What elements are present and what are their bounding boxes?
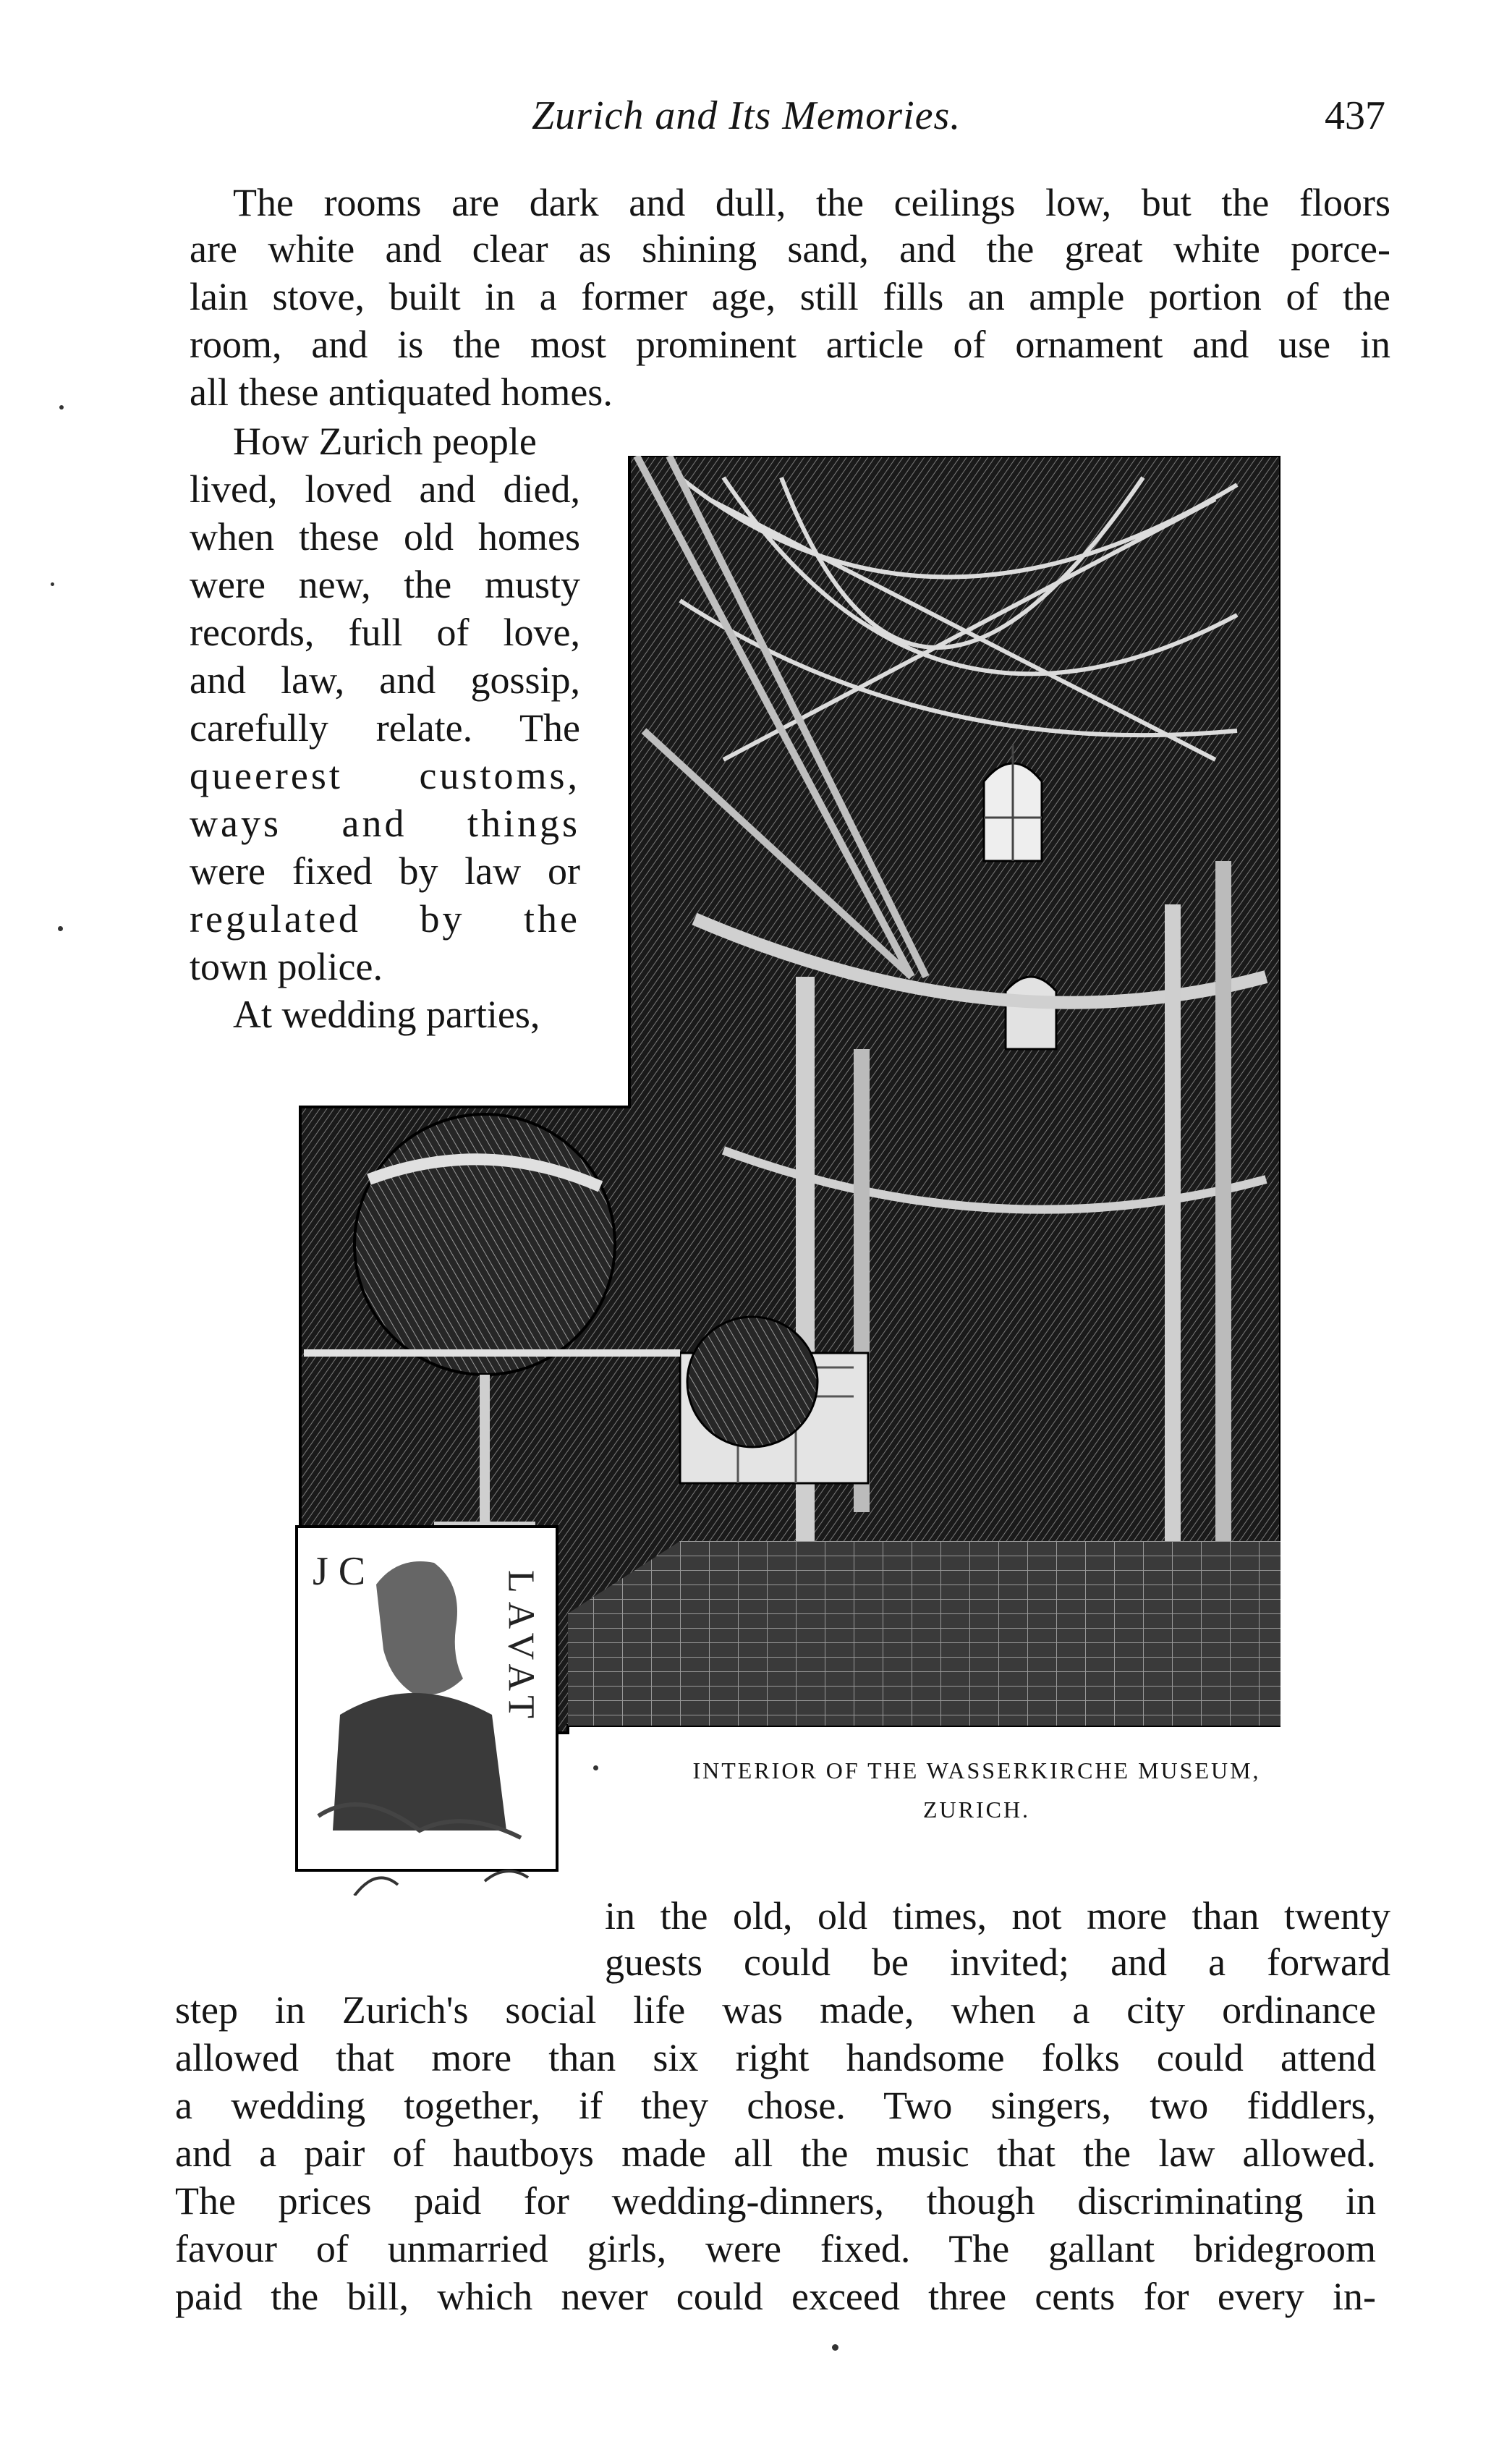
scan-speck [59,405,64,410]
text-line: queerest customs, [190,754,580,797]
text-line: lain stove, built in a former age, still fills an ample portion of the [190,275,1390,318]
text-line: room, and is the most prominent article of ornament and use in [190,323,1390,366]
text-line: were fixed by law or [190,849,580,893]
scan-speck [51,582,54,586]
caption-line-2: ZURICH. [922,1796,1031,1823]
lavater-portrait [297,1527,557,1896]
text-line: favour of unmarried girls, were fixed. The gallant bridegroom [175,2227,1376,2270]
text-line: step in Zurich's social life was made, when a city ordinance [175,1988,1376,2032]
text-line: records, full of love, [190,611,580,654]
text-line: The prices paid for wedding-dinners, though discriminating in [175,2179,1376,2223]
page-number: 437 [1325,93,1385,138]
text-line: carefully relate. The [190,706,580,750]
engraving-illustration [275,456,1280,1896]
scan-speck [832,2344,838,2351]
text-line: The rooms are dark and dull, the ceilings low, but the floors [233,181,1390,224]
text-line: lived, loved and died, [190,467,580,511]
text-line: town police. [190,945,383,988]
text-line: allowed that more than six right handsome folks could attend [175,2036,1376,2079]
text-line: paid the bill, which never could exceed three cents for every in- [175,2275,1376,2318]
portrait-initials: J C [313,1549,366,1594]
scan-speck [58,926,63,931]
text-line: in the old, old times, not more than twenty [605,1894,1390,1938]
text-line: guests could be invited; and a forward [605,1940,1390,1984]
caption-line-1: INTERIOR OF THE WASSERKIRCHE MUSEUM, [692,1757,1261,1783]
text-line: a wedding together, if they chose. Two singers, two fiddlers, [175,2084,1376,2127]
text-line: and law, and gossip, [190,658,580,702]
text-line: and a pair of hautboys made all the music that the law allowed. [175,2131,1376,2175]
text-line: all these antiquated homes. [190,370,613,414]
text-line: regulated by the [190,897,580,941]
portrait-name: LAVAT [500,1570,542,1728]
text-line: are white and clear as shining sand, and the great white porce- [190,227,1390,271]
text-line: when these old homes [190,515,580,559]
text-line: ways and things [190,802,580,845]
text-line: How Zurich people [233,420,537,463]
text-line: were new, the musty [190,563,580,606]
figure-caption [615,1751,1338,1829]
scan-speck [593,1765,598,1770]
running-header [184,93,1385,143]
text-line: At wedding parties, [233,993,540,1036]
running-title: Zurich and Its Memories. [532,93,961,138]
